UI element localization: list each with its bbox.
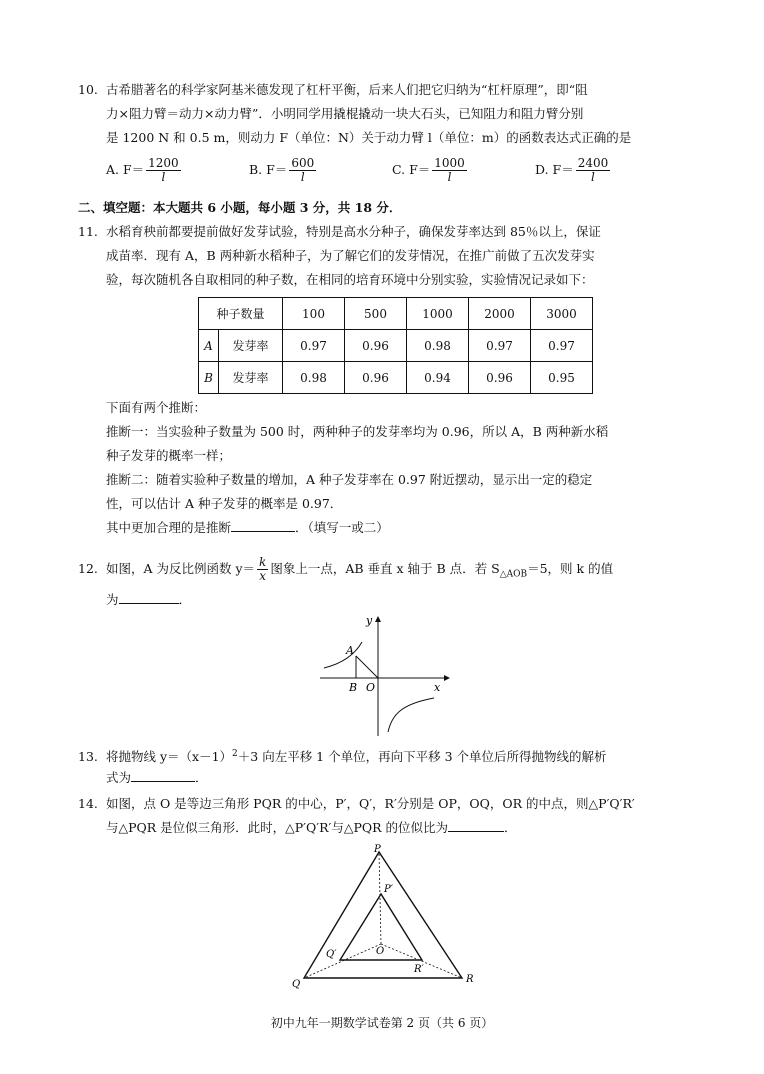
table-cell: 1000 <box>407 298 469 330</box>
label-p-prime: P′ <box>384 884 393 895</box>
choice-b: B. F＝ $\frac{600}{l}$ <box>249 155 315 184</box>
table-header-label: 种子数量 <box>199 298 283 330</box>
answer-choices <box>78 150 690 190</box>
answer-blank <box>448 818 504 832</box>
table-cell: 2000 <box>469 298 531 330</box>
question-number: 10. <box>78 82 98 97</box>
question-11 <box>78 220 690 292</box>
table-cell: 0.97 <box>283 330 345 362</box>
answer-blank <box>131 768 195 782</box>
table-cell: 0.97 <box>531 330 593 362</box>
label-y: y <box>366 614 373 627</box>
label-p: P <box>374 844 381 855</box>
label-q-prime: Q′ <box>326 949 337 960</box>
label-o: O <box>366 681 376 694</box>
choice-d: D. F＝ $\frac{2400}{l}$ <box>535 155 609 184</box>
question-text: 下面有两个推断： <box>106 400 207 415</box>
question-text: 成苗率．现有 A，B 两种新水稻种子，为了解它们的发芽情况，在推广前做了五次发芽实 <box>106 248 595 263</box>
section-heading: 二、填空题：本大题共 6 小题，每小题 3 分，共 18 分． <box>78 200 402 215</box>
label-x: x <box>434 681 441 694</box>
segment-oq <box>304 944 381 978</box>
table-cell: 500 <box>345 298 407 330</box>
answer-blank <box>119 590 179 604</box>
question-text: 是 1200 N 和 0.5 m，则动力 F（单位：N）关于动力臂 l（单位：m）的函数表达式正确的是 <box>106 130 632 145</box>
question-number: 12. <box>78 561 98 576</box>
label-o: O <box>376 946 385 957</box>
question-number: 11. <box>78 224 98 239</box>
question-text: 验，每次随机各自取相同的种子数，在相同的培育环境中分别实验，实验情况记录如下： <box>106 272 594 287</box>
question-number: 13. <box>78 749 98 765</box>
question-13: 13. 将抛物线 $y=(x-1)^2+3$ 向左平移 1 个单位，再向下平移 3 个单位后所得抛物线的解析 式为 ． <box>78 742 690 790</box>
segment-ao <box>356 656 378 678</box>
hyperbola-figure <box>316 612 456 742</box>
table-row <box>199 330 593 362</box>
table-cell: 100 <box>283 298 345 330</box>
question-text: 力×阻力臂＝动力×动力臂”．小明同学用撬棍撬动一块大石头，已知阻力和阻力臂分别 <box>106 106 584 121</box>
inference-one: 推断一：当实验种子数量为 500 时，两种种子的发芽率均为 0.96，所以 A，B 两种新水稻 <box>106 424 609 439</box>
table-cell: B <box>199 362 219 394</box>
table-cell: 0.96 <box>469 362 531 394</box>
table-header-row <box>199 298 593 330</box>
label-b: B <box>349 681 358 694</box>
table-cell: 发芽率 <box>219 362 283 394</box>
label-r: R <box>466 974 474 985</box>
table-cell: 0.97 <box>469 330 531 362</box>
question-10 <box>78 78 690 190</box>
table-cell: 0.98 <box>407 330 469 362</box>
choice-a: A. F＝ $\frac{1200}{l}$ <box>106 155 179 184</box>
triangle-figure <box>284 842 484 992</box>
x-axis-arrow <box>444 675 450 681</box>
table-cell: 0.98 <box>283 362 345 394</box>
question-number: 14. <box>78 796 98 811</box>
y-axis-arrow <box>375 616 381 622</box>
inference-two: 推断二：随着实验种子数量的增加，A 种子发芽率在 0.97 附近摆动，显示出一定的稳定 <box>106 472 593 487</box>
table-cell: 0.96 <box>345 362 407 394</box>
page-footer: 初中九年一期数学试卷第 2 页（共 6 页） <box>270 1016 494 1030</box>
label-a: A <box>346 644 354 657</box>
table-cell: 0.95 <box>531 362 593 394</box>
table-cell: A <box>199 330 219 362</box>
question-11-inferences: 下面有两个推断： 推断一：当实验种子数量为 500 时，两种种子的发芽率均为 0.96，所以 A，B 两种新水稻 种子发芽的概率一样； 推断二：随着实验种子数量的增加，A 种子发芽率在 0.97 附近摆动，显示出一定的稳定 性，可以估计 A 种子发芽的概率是 0.97． 其中更加合理的是推断 ．（填写一或二） <box>78 396 690 540</box>
table-cell: 3000 <box>531 298 593 330</box>
table-cell: 0.96 <box>345 330 407 362</box>
question-text: 性，可以估计 A 种子发芽的概率是 0.97． <box>106 496 343 511</box>
germination-table <box>198 297 593 394</box>
label-q: Q <box>292 979 301 990</box>
table-row <box>199 362 593 394</box>
choice-c: C. F＝ $\frac{1000}{l}$ <box>392 155 465 184</box>
label-r-prime: R′ <box>414 964 424 975</box>
table-cell: 发芽率 <box>219 330 283 362</box>
question-text: 古希腊著名的科学家阿基米德发现了杠杆平衡，后来人们把它归纳为“杠杆原理”，即“阻 <box>106 82 588 97</box>
question-text: 水稻育秧前都要提前做好发芽试验，特别是高水分种子，确保发芽率达到 85％以上，保证 <box>106 224 601 239</box>
table-cell: 0.94 <box>407 362 469 394</box>
question-14: 14. 如图，点 O 是等边三角形 PQR 的中心，P′，Q′，R′分别是 OP，OQ，OR 的中点，则△P′Q′R′ 与△PQR 是位似三角形．此时，△P′Q′R′与△PQR 的位似比为 ． <box>78 792 690 840</box>
answer-blank <box>231 518 295 532</box>
question-text: 种子发芽的概率一样； <box>106 448 232 463</box>
hyperbola-branch-right <box>388 698 434 732</box>
question-12: 12. 如图，A 为反比例函数 y＝ $\frac{k}{x}$ 图象上一点，AB 垂直 x 轴于 B 点．若 $S_{\triangle AOB}=5$，则 k 的值 为 ． <box>78 552 690 612</box>
